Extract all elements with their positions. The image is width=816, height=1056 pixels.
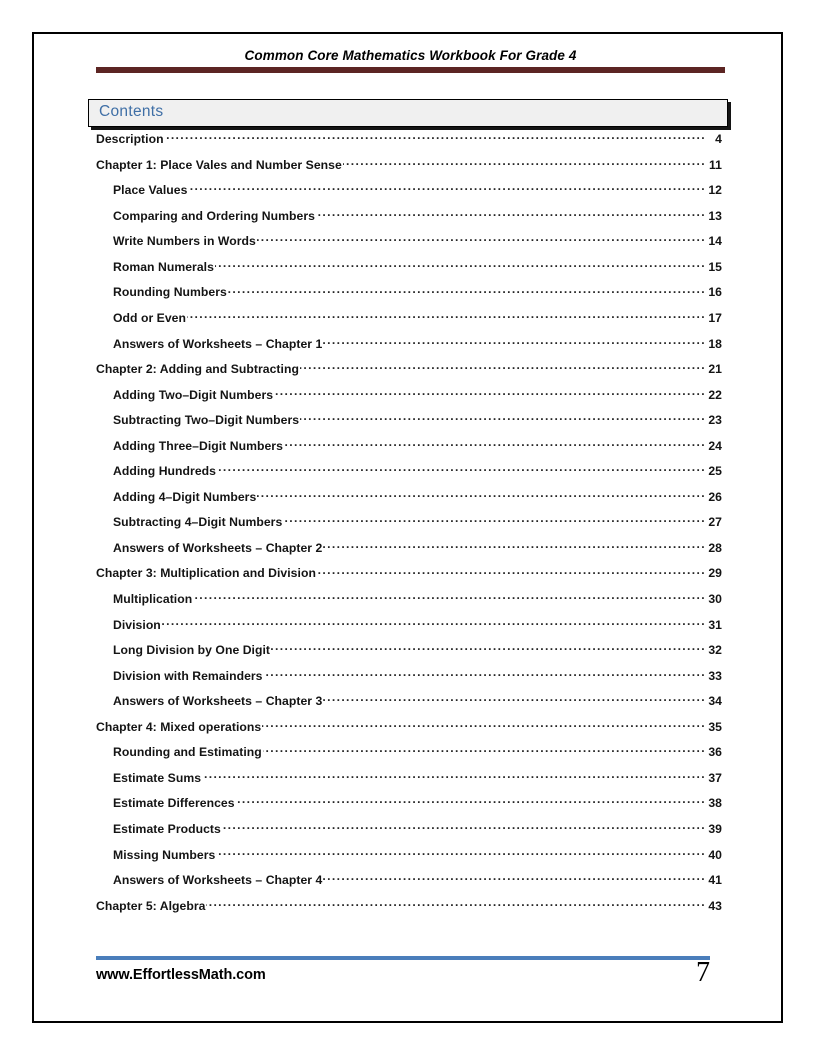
toc-entry-page-number: 34 — [708, 694, 722, 709]
toc-leader-dots — [206, 897, 706, 909]
toc-entry-title: Answers of Worksheets – Chapter 3 — [113, 694, 323, 709]
toc-entry[interactable] — [96, 259, 722, 285]
toc-entry-page-number: 29 — [708, 566, 722, 581]
toc-entry[interactable] — [96, 565, 722, 591]
toc-leader-dots — [323, 335, 706, 347]
toc-entry[interactable] — [96, 693, 722, 719]
toc-entry[interactable] — [96, 131, 722, 157]
toc-entry-title: Odd or Even — [113, 311, 187, 326]
toc-entry-page-number: 11 — [709, 157, 722, 172]
toc-entry[interactable] — [96, 233, 722, 259]
toc-entry-title: Answers of Worksheets – Chapter 2 — [113, 540, 323, 555]
toc-entry[interactable] — [96, 182, 722, 208]
toc-leader-dots — [300, 361, 706, 373]
toc-leader-dots — [316, 208, 706, 220]
toc-entry[interactable] — [96, 412, 722, 438]
footer-website: www.EffortlessMath.com — [96, 967, 266, 983]
toc-entry-title: Rounding and Estimating — [113, 745, 262, 760]
toc-leader-dots — [271, 642, 706, 654]
toc-entry-title: Estimate Products — [113, 821, 221, 836]
toc-entry-page-number: 40 — [708, 847, 722, 862]
toc-entry-page-number: 21 — [708, 362, 722, 377]
toc-leader-dots — [187, 310, 706, 322]
toc-entry[interactable] — [96, 616, 722, 642]
toc-leader-dots — [202, 770, 706, 782]
toc-leader-dots — [188, 182, 706, 194]
toc-entry-title: Estimate Differences — [113, 796, 235, 811]
toc-leader-dots — [263, 744, 706, 756]
toc-leader-dots — [216, 846, 706, 858]
toc-entry-title: Adding Three–Digit Numbers — [113, 438, 283, 453]
toc-entry[interactable] — [96, 361, 722, 387]
toc-leader-dots — [222, 821, 706, 833]
toc-leader-dots — [264, 667, 706, 679]
toc-leader-dots — [323, 872, 706, 884]
toc-entry[interactable] — [96, 208, 722, 234]
toc-leader-dots — [228, 284, 706, 296]
toc-leader-dots — [236, 795, 706, 807]
toc-entry[interactable] — [96, 463, 722, 489]
toc-entry-title: Chapter 2: Adding and Subtracting — [96, 362, 299, 377]
toc-entry-title: Estimate Sums — [113, 770, 202, 785]
toc-entry[interactable] — [96, 897, 722, 923]
toc-entry-page-number: 24 — [708, 438, 722, 453]
toc-entry-page-number: 32 — [708, 643, 722, 658]
toc-entry-page-number: 28 — [708, 540, 722, 555]
header-rule — [96, 67, 725, 73]
toc-entry[interactable] — [96, 157, 722, 183]
toc-entry-title: Roman Numerals — [113, 259, 214, 274]
toc-entry-title: Description — [96, 132, 164, 147]
toc-entry-title: Adding Hundreds — [113, 464, 216, 479]
toc-leader-dots — [323, 540, 706, 552]
toc-entry[interactable] — [96, 540, 722, 566]
toc-leader-dots — [343, 157, 706, 169]
toc-entry-title: Division with Remainders — [113, 668, 263, 683]
toc-entry[interactable] — [96, 795, 722, 821]
toc-entry[interactable] — [96, 489, 722, 515]
toc-entry-page-number: 36 — [708, 745, 722, 760]
toc-entry[interactable] — [96, 310, 722, 336]
toc-entry-page-number: 27 — [708, 515, 722, 530]
toc-entry-title: Subtracting Two–Digit Numbers — [113, 413, 300, 428]
toc-entry[interactable] — [96, 744, 722, 770]
toc-entry-page-number: 30 — [708, 592, 722, 607]
toc-entry-page-number: 37 — [708, 770, 722, 785]
toc-leader-dots — [300, 412, 706, 424]
toc-leader-dots — [257, 489, 706, 501]
toc-entry-page-number: 26 — [708, 489, 722, 504]
toc-entry-title: Chapter 1: Place Vales and Number Sense — [96, 157, 342, 172]
toc-entry-title: Rounding Numbers — [113, 285, 227, 300]
contents-heading-box — [88, 99, 728, 127]
toc-entry-title: Chapter 3: Multiplication and Division — [96, 566, 316, 581]
toc-entry-page-number: 25 — [708, 464, 722, 479]
toc-entry[interactable] — [96, 386, 722, 412]
toc-entry-title: Write Numbers in Words — [113, 234, 256, 249]
toc-entry[interactable] — [96, 770, 722, 796]
toc-entry[interactable] — [96, 284, 722, 310]
toc-entry-title: Chapter 4: Mixed operations — [96, 719, 262, 734]
toc-entry-title: Comparing and Ordering Numbers — [113, 208, 315, 223]
toc-entry-title: Place Values — [113, 183, 188, 198]
toc-leader-dots — [323, 693, 706, 705]
toc-entry-title: Answers of Worksheets – Chapter 1 — [113, 336, 323, 351]
toc-entry-title: Multiplication — [113, 592, 193, 607]
toc-entry[interactable] — [96, 846, 722, 872]
toc-leader-dots — [215, 259, 706, 271]
toc-entry-page-number: 39 — [708, 821, 722, 836]
toc-entry[interactable] — [96, 719, 722, 745]
toc-entry-page-number: 18 — [708, 336, 722, 351]
toc-entry[interactable] — [96, 872, 722, 898]
toc-leader-dots — [162, 616, 706, 628]
table-of-contents — [96, 131, 722, 923]
footer-page-number: 7 — [696, 957, 710, 988]
toc-leader-dots — [165, 131, 706, 143]
toc-entry-page-number: 31 — [708, 617, 722, 632]
toc-entry-page-number: 22 — [708, 387, 722, 402]
toc-entry-title: Division — [113, 617, 161, 632]
toc-leader-dots — [283, 514, 706, 526]
toc-entry-page-number: 23 — [708, 413, 722, 428]
running-header-title: Common Core Mathematics Workbook For Grade 4 — [244, 48, 577, 63]
toc-entry-page-number: 4 — [715, 132, 722, 147]
toc-entry-page-number: 33 — [708, 668, 722, 683]
toc-entry[interactable] — [96, 591, 722, 617]
toc-leader-dots — [257, 233, 706, 245]
toc-leader-dots — [317, 565, 706, 577]
toc-leader-dots — [217, 463, 706, 475]
toc-leader-dots — [193, 591, 706, 603]
toc-entry-title: Long Division by One Digit — [113, 643, 271, 658]
toc-entry-title: Missing Numbers — [113, 847, 216, 862]
toc-entry-title: Subtracting 4–Digit Numbers — [113, 515, 283, 530]
toc-leader-dots — [262, 719, 706, 731]
toc-leader-dots — [274, 386, 706, 398]
toc-entry[interactable] — [96, 667, 722, 693]
toc-entry-page-number: 43 — [708, 898, 722, 913]
toc-entry-page-number: 13 — [708, 208, 722, 223]
toc-entry-page-number: 16 — [708, 285, 722, 300]
toc-entry-page-number: 14 — [708, 234, 722, 249]
toc-entry[interactable] — [96, 514, 722, 540]
toc-entry-page-number: 38 — [708, 796, 722, 811]
toc-entry-page-number: 17 — [708, 311, 722, 326]
contents-heading-label: Contents — [99, 103, 164, 120]
toc-entry[interactable] — [96, 821, 722, 847]
toc-entry[interactable] — [96, 438, 722, 464]
toc-entry-title: Adding 4–Digit Numbers — [113, 489, 257, 504]
toc-entry-title: Adding Two–Digit Numbers — [113, 387, 274, 402]
toc-entry-page-number: 15 — [708, 259, 722, 274]
toc-entry[interactable] — [96, 642, 722, 668]
toc-entry-page-number: 41 — [708, 873, 722, 888]
toc-entry-page-number: 12 — [708, 183, 722, 198]
toc-entry-title: Answers of Worksheets – Chapter 4 — [113, 873, 323, 888]
toc-entry[interactable] — [96, 335, 722, 361]
toc-leader-dots — [284, 438, 706, 450]
toc-entry-title: Chapter 5: Algebra — [96, 898, 206, 913]
toc-entry-page-number: 35 — [708, 719, 722, 734]
